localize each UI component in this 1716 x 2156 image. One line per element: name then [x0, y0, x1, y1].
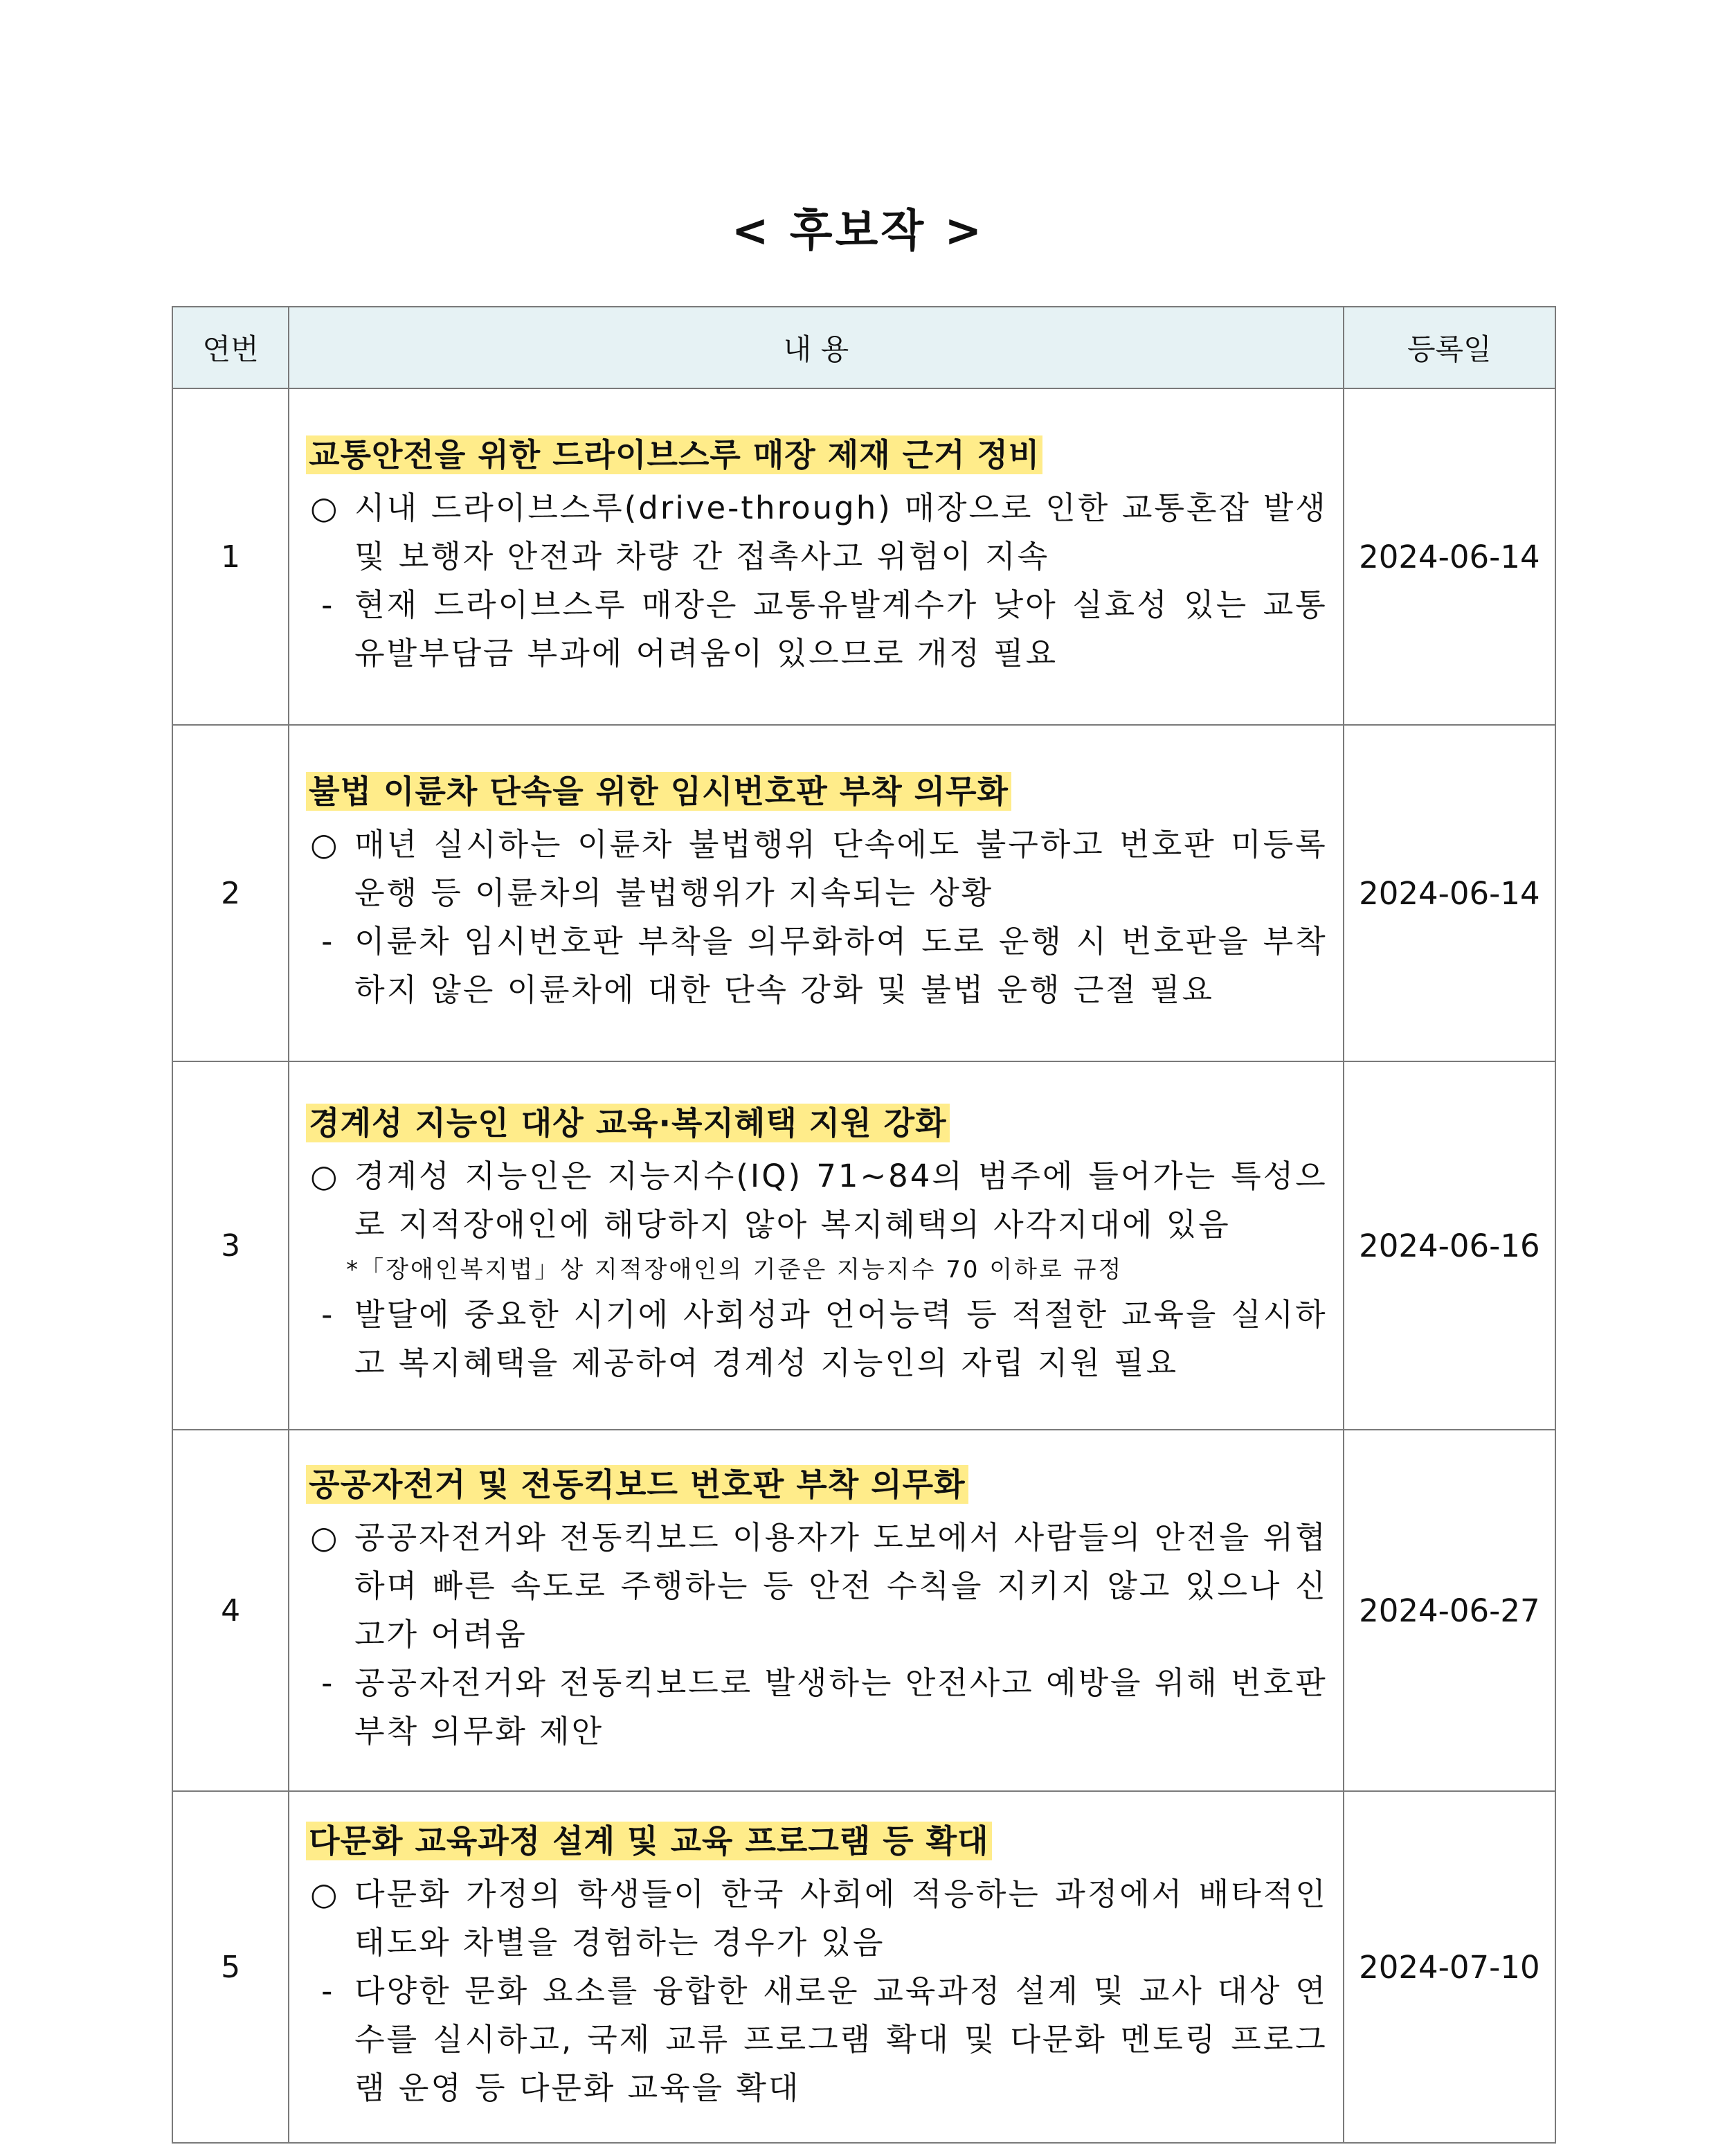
bullet-text: 시내 드라이브스루(drive-through) 매장으로 인한 교통혼잡 발생 및 보행자 안전과 차량 간 접촉사고 위험이 지속 — [354, 489, 1328, 575]
bullet-item — [306, 484, 1328, 581]
row-number: 3 — [172, 1061, 289, 1430]
bullet-text: 다문화 가정의 학생들이 한국 사회에 적응하는 과정에서 배타적인 태도와 차별을 경험하는 경우가 있음 — [354, 1876, 1328, 1961]
dash-text: 공공자전거와 전동킥보드로 발생하는 안전사고 예방을 위해 번호판 부착 의무화 제안 — [354, 1664, 1328, 1750]
dash-item — [306, 581, 1328, 678]
dash-bullet-icon: - — [321, 586, 335, 623]
bullet-item — [306, 820, 1328, 917]
page-title: < 후보작 > — [731, 206, 985, 257]
bullet-text: 매년 실시하는 이륜차 불법행위 단속에도 불구하고 번호판 미등록 운행 등 이륜차의 불법행위가 지속되는 상황 — [354, 826, 1328, 911]
row-content — [289, 1430, 1344, 1791]
circle-bullet-icon: ○ — [310, 1158, 340, 1194]
dash-item — [306, 1659, 1328, 1756]
row-number: 1 — [172, 388, 289, 725]
table-header-row — [172, 307, 1555, 388]
row-title: 교통안전을 위한 드라이브스루 매장 제재 근거 정비 — [306, 435, 1042, 474]
circle-bullet-icon: ○ — [310, 489, 340, 526]
row-title: 다문화 교육과정 설계 및 교육 프로그램 등 확대 — [306, 1822, 991, 1860]
footnote: *「장애인복지법」상 지적장애인의 기준은 지능지수 70 이하로 규정 — [346, 1256, 1123, 1284]
dash-bullet-icon: - — [321, 1296, 335, 1333]
table-row — [172, 1430, 1555, 1791]
header-no: 연번 — [172, 307, 289, 388]
dash-bullet-icon: - — [321, 1664, 335, 1701]
header-date: 등록일 — [1344, 307, 1555, 388]
dash-item — [306, 1967, 1328, 2112]
header-content: 내 용 — [289, 307, 1344, 388]
row-date: 2024-06-27 — [1344, 1430, 1555, 1791]
dash-text: 발달에 중요한 시기에 사회성과 언어능력 등 적절한 교육을 실시하고 복지혜택을 제공하여 경계성 지능인의 자립 지원 필요 — [354, 1296, 1328, 1381]
table-row — [172, 388, 1555, 725]
row-title: 불법 이륜차 단속을 위한 임시번호판 부착 의무화 — [306, 772, 1011, 811]
bullet-text: 경계성 지능인은 지능지수(IQ) 71~84의 범주에 들어가는 특성으로 지적장애인에 해당하지 않아 복지혜택의 사각지대에 있음 — [354, 1158, 1328, 1243]
row-number: 2 — [172, 725, 289, 1061]
dash-text: 다양한 문화 요소를 융합한 새로운 교육과정 설계 및 교사 대상 연수를 실시하고, 국제 교류 프로그램 확대 및 다문화 멘토링 프로그램 운영 등 다문화 교육을 확대 — [354, 1973, 1328, 2106]
bullet-item — [306, 1513, 1328, 1659]
row-content — [289, 388, 1344, 725]
bullet-text: 공공자전거와 전동킥보드 이용자가 도보에서 사람들의 안전을 위협하며 빠른 속도로 주행하는 등 안전 수칙을 지키지 않고 있으나 신고가 어려움 — [354, 1519, 1328, 1653]
dash-item — [306, 1291, 1328, 1387]
bullet-item — [306, 1152, 1328, 1249]
row-content — [289, 1061, 1344, 1430]
dash-bullet-icon: - — [321, 923, 335, 960]
table-row — [172, 725, 1555, 1061]
row-date: 2024-06-16 — [1344, 1061, 1555, 1430]
row-title: 공공자전거 및 전동킥보드 번호판 부착 의무화 — [306, 1465, 968, 1504]
dash-bullet-icon: - — [321, 1973, 335, 2009]
dash-text: 현재 드라이브스루 매장은 교통유발계수가 낮아 실효성 있는 교통유발부담금 부과에 어려움이 있으므로 개정 필요 — [354, 586, 1328, 672]
dash-text: 이륜차 임시번호판 부착을 의무화하여 도로 운행 시 번호판을 부착하지 않은 이륜차에 대한 단속 강화 및 불법 운행 근절 필요 — [354, 923, 1328, 1008]
row-title: 경계성 지능인 대상 교육·복지혜택 지원 강화 — [306, 1104, 949, 1142]
candidates-table — [172, 306, 1556, 2144]
circle-bullet-icon: ○ — [310, 1876, 340, 1912]
row-date: 2024-07-10 — [1344, 1791, 1555, 2143]
row-date: 2024-06-14 — [1344, 725, 1555, 1061]
table-row — [172, 1791, 1555, 2143]
circle-bullet-icon: ○ — [310, 1519, 340, 1556]
circle-bullet-icon: ○ — [310, 826, 340, 863]
table-row — [172, 1061, 1555, 1430]
row-number: 4 — [172, 1430, 289, 1791]
dash-item — [306, 917, 1328, 1014]
row-date: 2024-06-14 — [1344, 388, 1555, 725]
row-number: 5 — [172, 1791, 289, 2143]
row-content — [289, 1791, 1344, 2143]
row-content — [289, 725, 1344, 1061]
bullet-item — [306, 1870, 1328, 1967]
